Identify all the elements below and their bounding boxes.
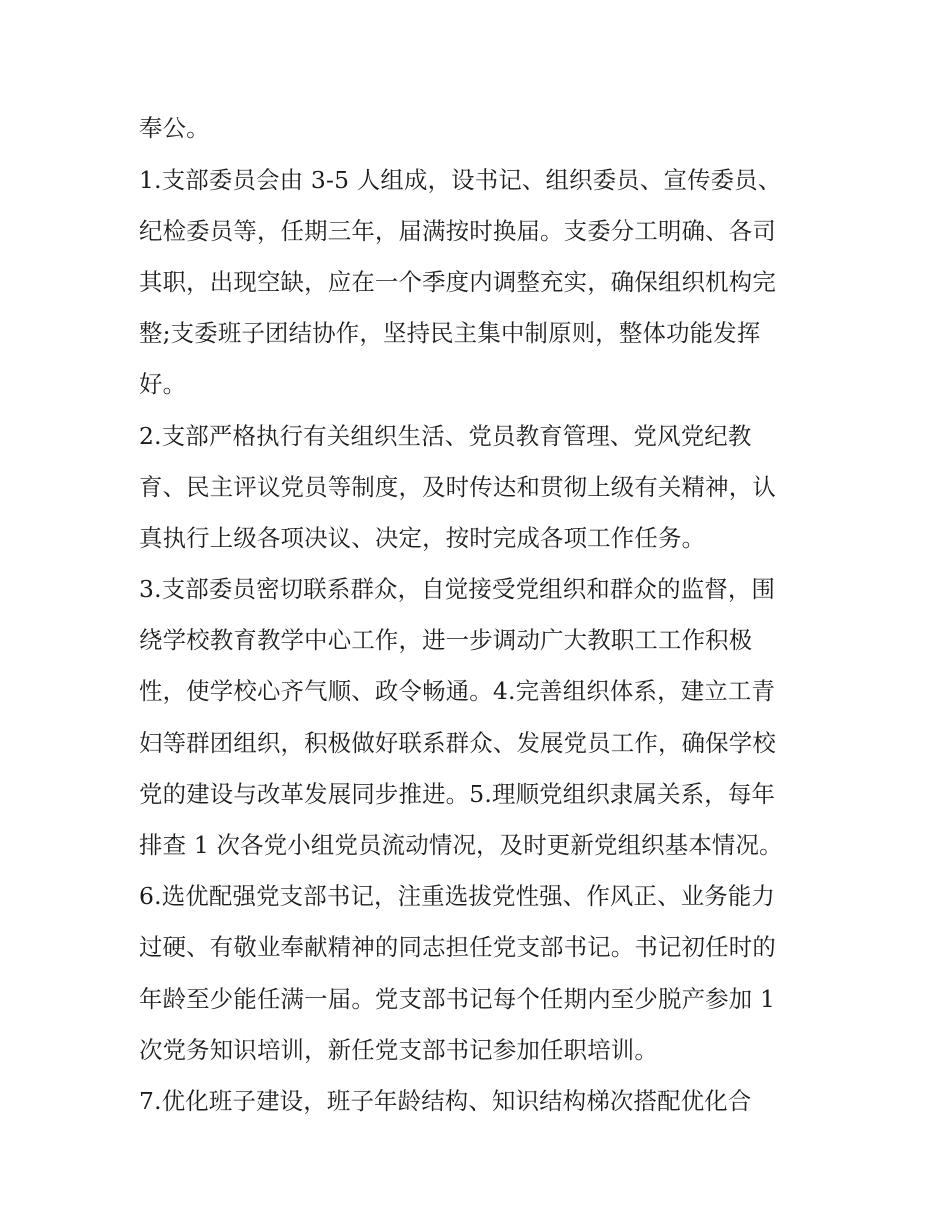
text-line: 党的建设与改革发展同步推进。5.理顺党组织隶属关系，每年 — [139, 780, 776, 808]
text-line: 7.优化班子建设，班子年龄结构、知识结构梯次搭配优化合 — [139, 1087, 752, 1115]
text-line: 6.选优配强党支部书记，注重选拔党性强、作风正、业务能力 — [139, 882, 776, 910]
text-line: 好。 — [139, 370, 187, 398]
text-line: 育、民主评议党员等制度，及时传达和贯彻上级有关精神，认 — [139, 473, 776, 501]
text-line: 排查 1 次各党小组党员流动情况，及时更新党组织基本情况。 — [139, 831, 783, 859]
text-line: 1.支部委员会由 3-5 人组成，设书记、组织委员、宣传委员、 — [139, 166, 782, 194]
text-line: 整;支委班子团结协作，坚持民主集中制原则，整体功能发挥 — [139, 319, 761, 347]
text-line: 奉公。 — [139, 114, 210, 142]
text-line: 其职，出现空缺，应在一个季度内调整充实，确保组织机构完 — [139, 268, 776, 296]
text-line: 3.支部委员密切联系群众，自觉接受党组织和群众的监督，围 — [139, 575, 776, 603]
text-line: 年龄至少能任满一届。党支部书记每个任期内至少脱产参加 1 — [139, 985, 776, 1013]
text-line: 次党务知识培训，新任党支部书记参加任职培训。 — [139, 1036, 658, 1064]
text-line: 2.支部严格执行有关组织生活、党员教育管理、党风党纪教 — [139, 422, 752, 450]
text-line: 真执行上级各项决议、决定，按时完成各项工作任务。 — [139, 524, 706, 552]
text-line: 过硬、有敬业奉献精神的同志担任党支部书记。书记初任时的 — [139, 933, 776, 961]
text-line: 绕学校教育教学中心工作，进一步调动广大教职工工作积极 — [139, 626, 753, 654]
text-line: 性，使学校心齐气顺、政令畅通。4.完善组织体系，建立工青 — [139, 677, 776, 705]
text-line: 妇等群团组织，积极做好联系群众、发展党员工作，确保学校 — [139, 729, 776, 757]
text-line: 纪检委员等，任期三年，届满按时换届。支委分工明确、各司 — [139, 217, 776, 245]
